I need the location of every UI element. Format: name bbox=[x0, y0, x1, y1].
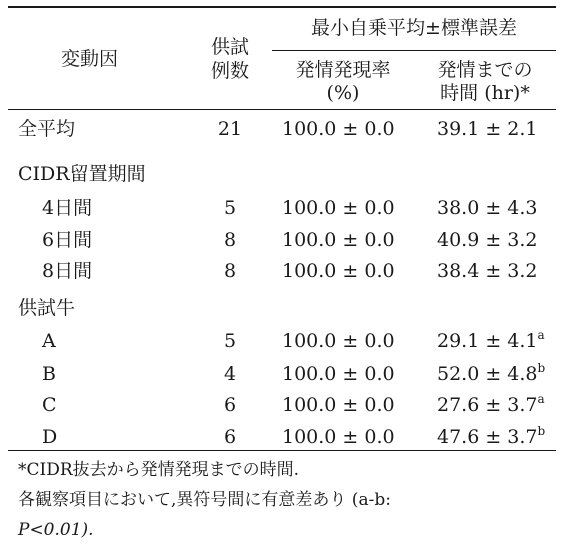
header-count-line2: 例数 bbox=[210, 60, 249, 82]
significance-letter: b bbox=[537, 361, 546, 375]
row-label: 6日間 bbox=[42, 229, 93, 251]
table-bottom-rule bbox=[8, 450, 556, 451]
row-time-to-estrus bbox=[437, 363, 545, 385]
time-value: 29.1 ± 4.1 bbox=[437, 330, 538, 352]
footnote-significance: 各観察項目において,異符号間に有意差あり (a-b: bbox=[18, 490, 391, 510]
row-estrus-rate: 100.0 ± 0.0 bbox=[282, 330, 395, 352]
row-estrus-rate: 100.0 ± 0.0 bbox=[282, 118, 395, 140]
row-time-to-estrus bbox=[437, 330, 545, 352]
row-time-to-estrus bbox=[437, 118, 538, 140]
row-time-to-estrus bbox=[437, 197, 538, 219]
row-count: 6 bbox=[223, 426, 237, 448]
significance-letter: a bbox=[537, 328, 545, 342]
row-label: 4日間 bbox=[42, 197, 93, 219]
significance-letter: a bbox=[537, 392, 545, 406]
header-factor: 変動因 bbox=[61, 48, 119, 70]
header-bottom-rule bbox=[8, 109, 556, 110]
row-label: 全平均 bbox=[18, 118, 76, 140]
header-subrule bbox=[272, 50, 556, 51]
significance-letter: b bbox=[537, 424, 546, 438]
header-time-line1: 発情までの bbox=[437, 59, 533, 81]
header-group-title: 最小自乗平均±標準誤差 bbox=[311, 17, 517, 39]
row-estrus-rate: 100.0 ± 0.0 bbox=[282, 229, 395, 251]
footnote-pvalue: P<0.01). bbox=[18, 520, 94, 540]
row-label: 供試牛 bbox=[18, 297, 76, 319]
footnote-asterisk: *CIDR抜去から発情発現までの時間. bbox=[18, 460, 300, 480]
time-value: 38.0 ± 4.3 bbox=[437, 197, 538, 219]
row-label: CIDR留置期間 bbox=[18, 163, 146, 185]
time-value: 38.4 ± 3.2 bbox=[437, 260, 538, 282]
row-estrus-rate: 100.0 ± 0.0 bbox=[282, 197, 395, 219]
row-time-to-estrus bbox=[437, 426, 545, 448]
row-count: 8 bbox=[223, 229, 237, 251]
row-count: 6 bbox=[223, 394, 237, 416]
top-rule bbox=[8, 6, 556, 8]
time-value: 52.0 ± 4.8 bbox=[437, 363, 538, 385]
row-label: B bbox=[42, 363, 56, 385]
row-label: C bbox=[42, 394, 57, 416]
row-label: 8日間 bbox=[42, 260, 93, 282]
header-rate-line1: 発情発現率 bbox=[295, 59, 391, 81]
row-time-to-estrus bbox=[437, 394, 545, 416]
header-rate-line2: (%) bbox=[326, 82, 360, 104]
row-time-to-estrus bbox=[437, 229, 538, 251]
row-estrus-rate: 100.0 ± 0.0 bbox=[282, 260, 395, 282]
time-value: 40.9 ± 3.2 bbox=[437, 229, 538, 251]
row-count: 21 bbox=[217, 118, 243, 140]
row-estrus-rate: 100.0 ± 0.0 bbox=[282, 394, 395, 416]
header-time-line2: 時間 (hr)* bbox=[440, 82, 530, 104]
row-count: 5 bbox=[223, 197, 237, 219]
row-estrus-rate: 100.0 ± 0.0 bbox=[282, 426, 395, 448]
row-count: 4 bbox=[223, 363, 237, 385]
row-time-to-estrus bbox=[437, 260, 538, 282]
row-count: 5 bbox=[223, 330, 237, 352]
time-value: 27.6 ± 3.7 bbox=[437, 394, 538, 416]
row-label: A bbox=[42, 330, 56, 352]
header-count-line1: 供試 bbox=[210, 36, 249, 58]
time-value: 47.6 ± 3.7 bbox=[437, 426, 538, 448]
row-label: D bbox=[42, 426, 58, 448]
row-estrus-rate: 100.0 ± 0.0 bbox=[282, 363, 395, 385]
row-count: 8 bbox=[223, 260, 237, 282]
time-value: 39.1 ± 2.1 bbox=[437, 118, 538, 140]
